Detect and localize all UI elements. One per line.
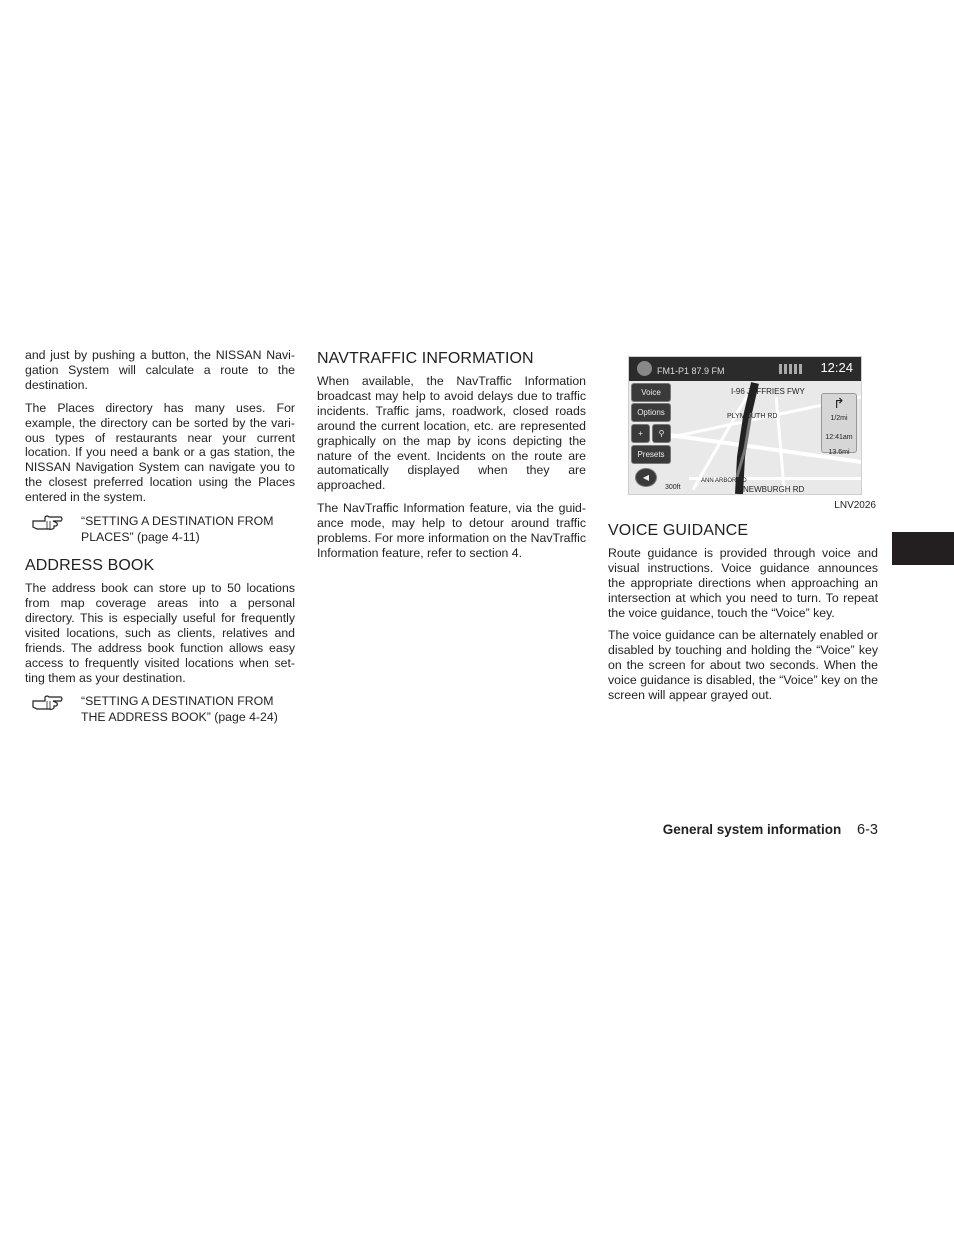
turn-indicator-panel	[821, 393, 857, 456]
back-arrow-icon[interactable]: ◀	[635, 468, 657, 487]
presets-button[interactable]: Presets	[631, 445, 671, 464]
column-right	[608, 352, 878, 711]
column-left	[25, 348, 295, 733]
navigation-screen-figure	[628, 356, 862, 495]
reference-line: THE ADDRESS BOOK” (page 4-24)	[81, 710, 278, 725]
eta: 12:41am	[825, 433, 853, 441]
reference-line: PLACES” (page 4-11)	[81, 530, 200, 545]
paragraph: When available, the NavTraffic Information broadcast may help to avoid delays due to traffic incidents. Traffic jams, roadwork, closed roads around the current location, etc. are represented graphically on the map by icons depicting the nature of the event. Incidents on the route are automatically displayed when they are approached.	[317, 374, 586, 493]
reference-line: “SETTING A DESTINATION FROM	[81, 514, 274, 529]
heading-address-book: ADDRESS BOOK	[25, 557, 155, 575]
paragraph: The voice guidance can be alternately enabled or disabled by touching and holding the “Voice” key on the screen for about two seconds. When the voice guidance is disabled, the “Voice” key on the screen will appear grayed out.	[608, 628, 878, 703]
options-button[interactable]: Options	[631, 403, 671, 422]
cross-reference	[25, 513, 295, 545]
pointing-hand-icon	[31, 694, 65, 712]
paragraph: The Places directory has many uses. For example, the directory can be sorted by the vari- ous types of restaurants near your current location. If you need a bank or a gas station, the NISSAN Navigation System can navigate you to the closest preferred location using the Places entered in the system.	[25, 400, 295, 505]
paragraph: and just by pushing a button, the NISSAN Navi- gation System will calculate a route to the destination.	[25, 348, 295, 392]
paragraph: Route guidance is provided through voice and visual instructions. Voice guidance announces the appropriate directions when approaching an intersection at which you need to turn. To repeat the voice guidance, touch the “Voice” key.	[608, 545, 878, 620]
heading-navtraffic: NAVTRAFFIC INFORMATION	[317, 350, 534, 367]
zoom-in-icon[interactable]: +	[631, 424, 650, 443]
signal-icon	[779, 364, 803, 374]
map-scale: 300ft	[665, 481, 681, 495]
screen-status-bar	[629, 357, 861, 381]
heading-voice-guidance: VOICE GUIDANCE	[608, 521, 749, 539]
cross-reference	[25, 693, 295, 725]
page-number: 6-3	[857, 822, 878, 838]
column-middle	[317, 348, 586, 569]
voice-button[interactable]: Voice	[631, 383, 671, 402]
radio-station: FM1-P1 87.9 FM	[657, 366, 725, 376]
reference-line: “SETTING A DESTINATION FROM	[81, 694, 274, 709]
turn-distance: 1/2mi	[830, 415, 848, 422]
turn-arrow-icon: ↱	[833, 395, 845, 411]
street-label: ANN ARBOR RD	[701, 478, 747, 484]
paragraph: The address book can store up to 50 locations from map coverage areas into a personal directory. This is especially useful for frequently visited locations, such as clients, relatives and friends. The address book function allows easy access to frequently visited locations when set- ting them as your destination.	[25, 581, 295, 685]
footer-section-title: General system information	[662, 822, 842, 837]
street-label: PLYMOUTH RD	[727, 413, 778, 420]
remaining-distance: 13.6mi	[828, 448, 850, 456]
section-tab-marker	[892, 532, 954, 565]
street-label: NEWBURGH RD	[743, 485, 805, 494]
clock: 12:24	[820, 360, 853, 375]
page-footer	[663, 822, 878, 838]
paragraph: The NavTraffic Information feature, via the guid- ance mode, may help to detour around traffic problems. For more information on the NavTraffic Information feature, refer to section 4.	[317, 501, 586, 560]
brand-logo-icon	[637, 361, 652, 376]
street-label: I-96 JEFFRIES FWY	[731, 387, 805, 396]
search-icon[interactable]: ⚲	[652, 424, 671, 443]
figure-caption: LNV2026	[834, 500, 876, 511]
pointing-hand-icon	[31, 514, 65, 532]
